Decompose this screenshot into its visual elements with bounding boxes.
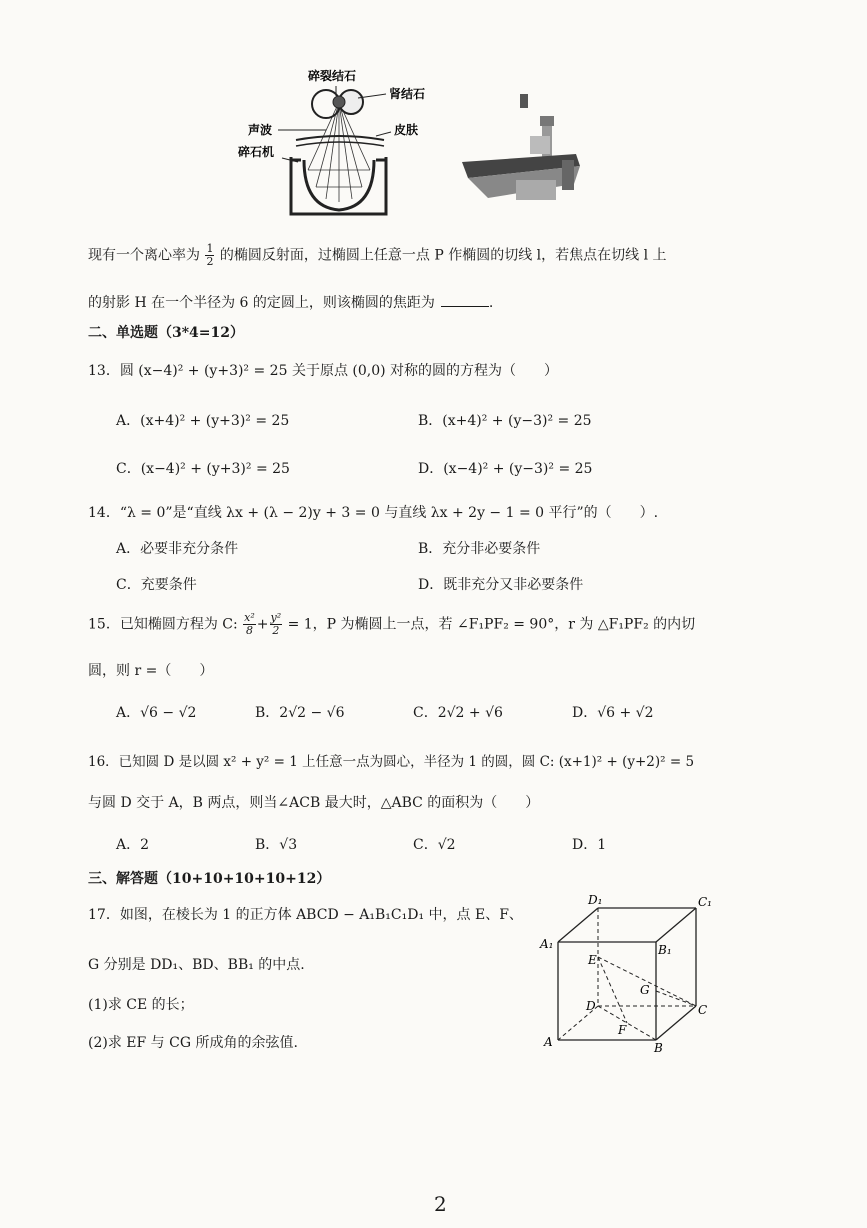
q16-line1: 16．已知圆 D 是以圆 x² + y² = 1 上任意一点为圆心，半径为 1 的圆，圆 C: (x+1)² + (y+2)² = 5 xyxy=(88,754,695,770)
label-c: C xyxy=(698,1003,708,1017)
q15-option-a: A．√6 − √2 xyxy=(116,705,197,721)
q12-text-c: 的射影 H 在一个半径为 6 的定圆上，则该椭圆的焦距为 xyxy=(88,295,435,311)
cube-diagram xyxy=(538,892,718,1056)
q14-option-c: C．充要条件 xyxy=(116,577,197,593)
lithotripter-diagram xyxy=(236,62,446,222)
q15-line2: 圆，则 r =（ ） xyxy=(88,663,214,679)
q16-line2: 与圆 D 交于 A，B 两点，则当∠ACB 最大时，△ABC 的面积为（ ） xyxy=(88,795,540,811)
q14-option-a: A．必要非充分条件 xyxy=(116,541,239,557)
label-a1: A₁ xyxy=(540,937,554,951)
q12-text-a: 现有一个离心率为 xyxy=(88,247,200,264)
q12-text-b: 的椭圆反射面，过椭圆上任意一点 P 作椭圆的切线 l，若焦点在切线 l 上 xyxy=(219,247,667,264)
label-e: E xyxy=(588,953,597,967)
label-g: G xyxy=(640,983,650,997)
answer-blank xyxy=(441,306,489,307)
q16-option-a: A．2 xyxy=(116,837,150,853)
q12-line1 xyxy=(88,243,667,268)
q15-option-b: B．2√2 − √6 xyxy=(255,705,345,721)
label-kidney-stone: 肾结石 xyxy=(389,87,426,101)
q13-option-b: B．(x+4)² + (y−3)² = 25 xyxy=(418,413,592,429)
q17-line1: 17．如图，在棱长为 1 的正方体 ABCD − A₁B₁C₁D₁ 中，点 E、F、 xyxy=(88,907,523,923)
q15-option-c: C．2√2 + √6 xyxy=(413,705,503,721)
label-f: F xyxy=(618,1023,627,1037)
q17-part1: (1)求 CE 的长； xyxy=(88,997,194,1013)
label-b: B xyxy=(654,1041,663,1055)
q17-part2: (2)求 EF 与 CG 所成角的余弦值. xyxy=(88,1035,298,1051)
q12-eccentricity-fraction: $\frac{1}{2}$ xyxy=(206,242,214,268)
label-broken-stone: 碎裂结石 xyxy=(308,69,357,83)
q14-option-d: D．既非充分又非必要条件 xyxy=(418,577,584,593)
label-b1: B₁ xyxy=(658,943,672,957)
q15-fraction-x: $\frac{\text{x²}}{8}$ xyxy=(244,611,255,637)
q13-option-c: C．(x−4)² + (y+3)² = 25 xyxy=(116,461,290,477)
q16-option-c: C．√2 xyxy=(413,837,456,853)
q13-stem: 13．圆 (x−4)² + (y+3)² = 25 关于原点 (0,0) 对称的圆的方程为（ ） xyxy=(88,363,559,379)
label-c1: C₁ xyxy=(698,895,712,909)
q16-option-b: B．√3 xyxy=(255,837,298,853)
label-d1: D₁ xyxy=(588,893,603,907)
q15-text-a: 15．已知椭圆方程为 C: xyxy=(88,616,238,633)
label-a: A xyxy=(544,1035,553,1049)
q13-option-a: A．(x+4)² + (y+3)² = 25 xyxy=(116,413,290,429)
q14-option-b: B．充分非必要条件 xyxy=(418,541,541,557)
section-3-title: 三、解答题（10+10+10+10+12） xyxy=(88,871,331,887)
q12-line2: 的射影 H 在一个半径为 6 的定圆上，则该椭圆的焦距为 . xyxy=(88,295,494,311)
q13-option-d: D．(x−4)² + (y−3)² = 25 xyxy=(418,461,593,477)
page-number: 2 xyxy=(434,1192,447,1216)
q15-option-d: D．√6 + √2 xyxy=(572,705,654,721)
lithotripter-photo xyxy=(458,88,588,210)
q17-line2: G 分别是 DD₁、BD、BB₁ 的中点. xyxy=(88,957,305,973)
q15-fraction-y: $\frac{\text{y²}}{2}$ xyxy=(270,611,282,637)
q16-option-d: D．1 xyxy=(572,837,607,853)
section-2-title: 二、单选题（3*4=12） xyxy=(88,325,245,341)
q14-stem: 14．“λ = 0”是“直线 λx + (λ − 2)y + 3 = 0 与直线 λx + 2y − 1 = 0 平行”的（ ）. xyxy=(88,505,659,521)
label-sound-wave: 声波 xyxy=(248,123,273,137)
label-lithotripter: 碎石机 xyxy=(238,145,275,159)
label-d: D xyxy=(586,999,596,1013)
q15-text-b: = 1，P 为椭圆上一点，若 ∠F₁PF₂ = 90°，r 为 △F₁PF₂ 的内切 xyxy=(287,616,696,633)
q15-line1: 15．已知椭圆方程为 C: $\frac{\text{x²}}{8}$ + $\frac{\text{y²}}{2}$ = 1，P 为椭圆上一点，若 ∠F₁PF₂ = 90°，r 为 △F₁PF₂ 的内切 xyxy=(88,611,696,637)
label-skin: 皮肤 xyxy=(394,123,419,137)
